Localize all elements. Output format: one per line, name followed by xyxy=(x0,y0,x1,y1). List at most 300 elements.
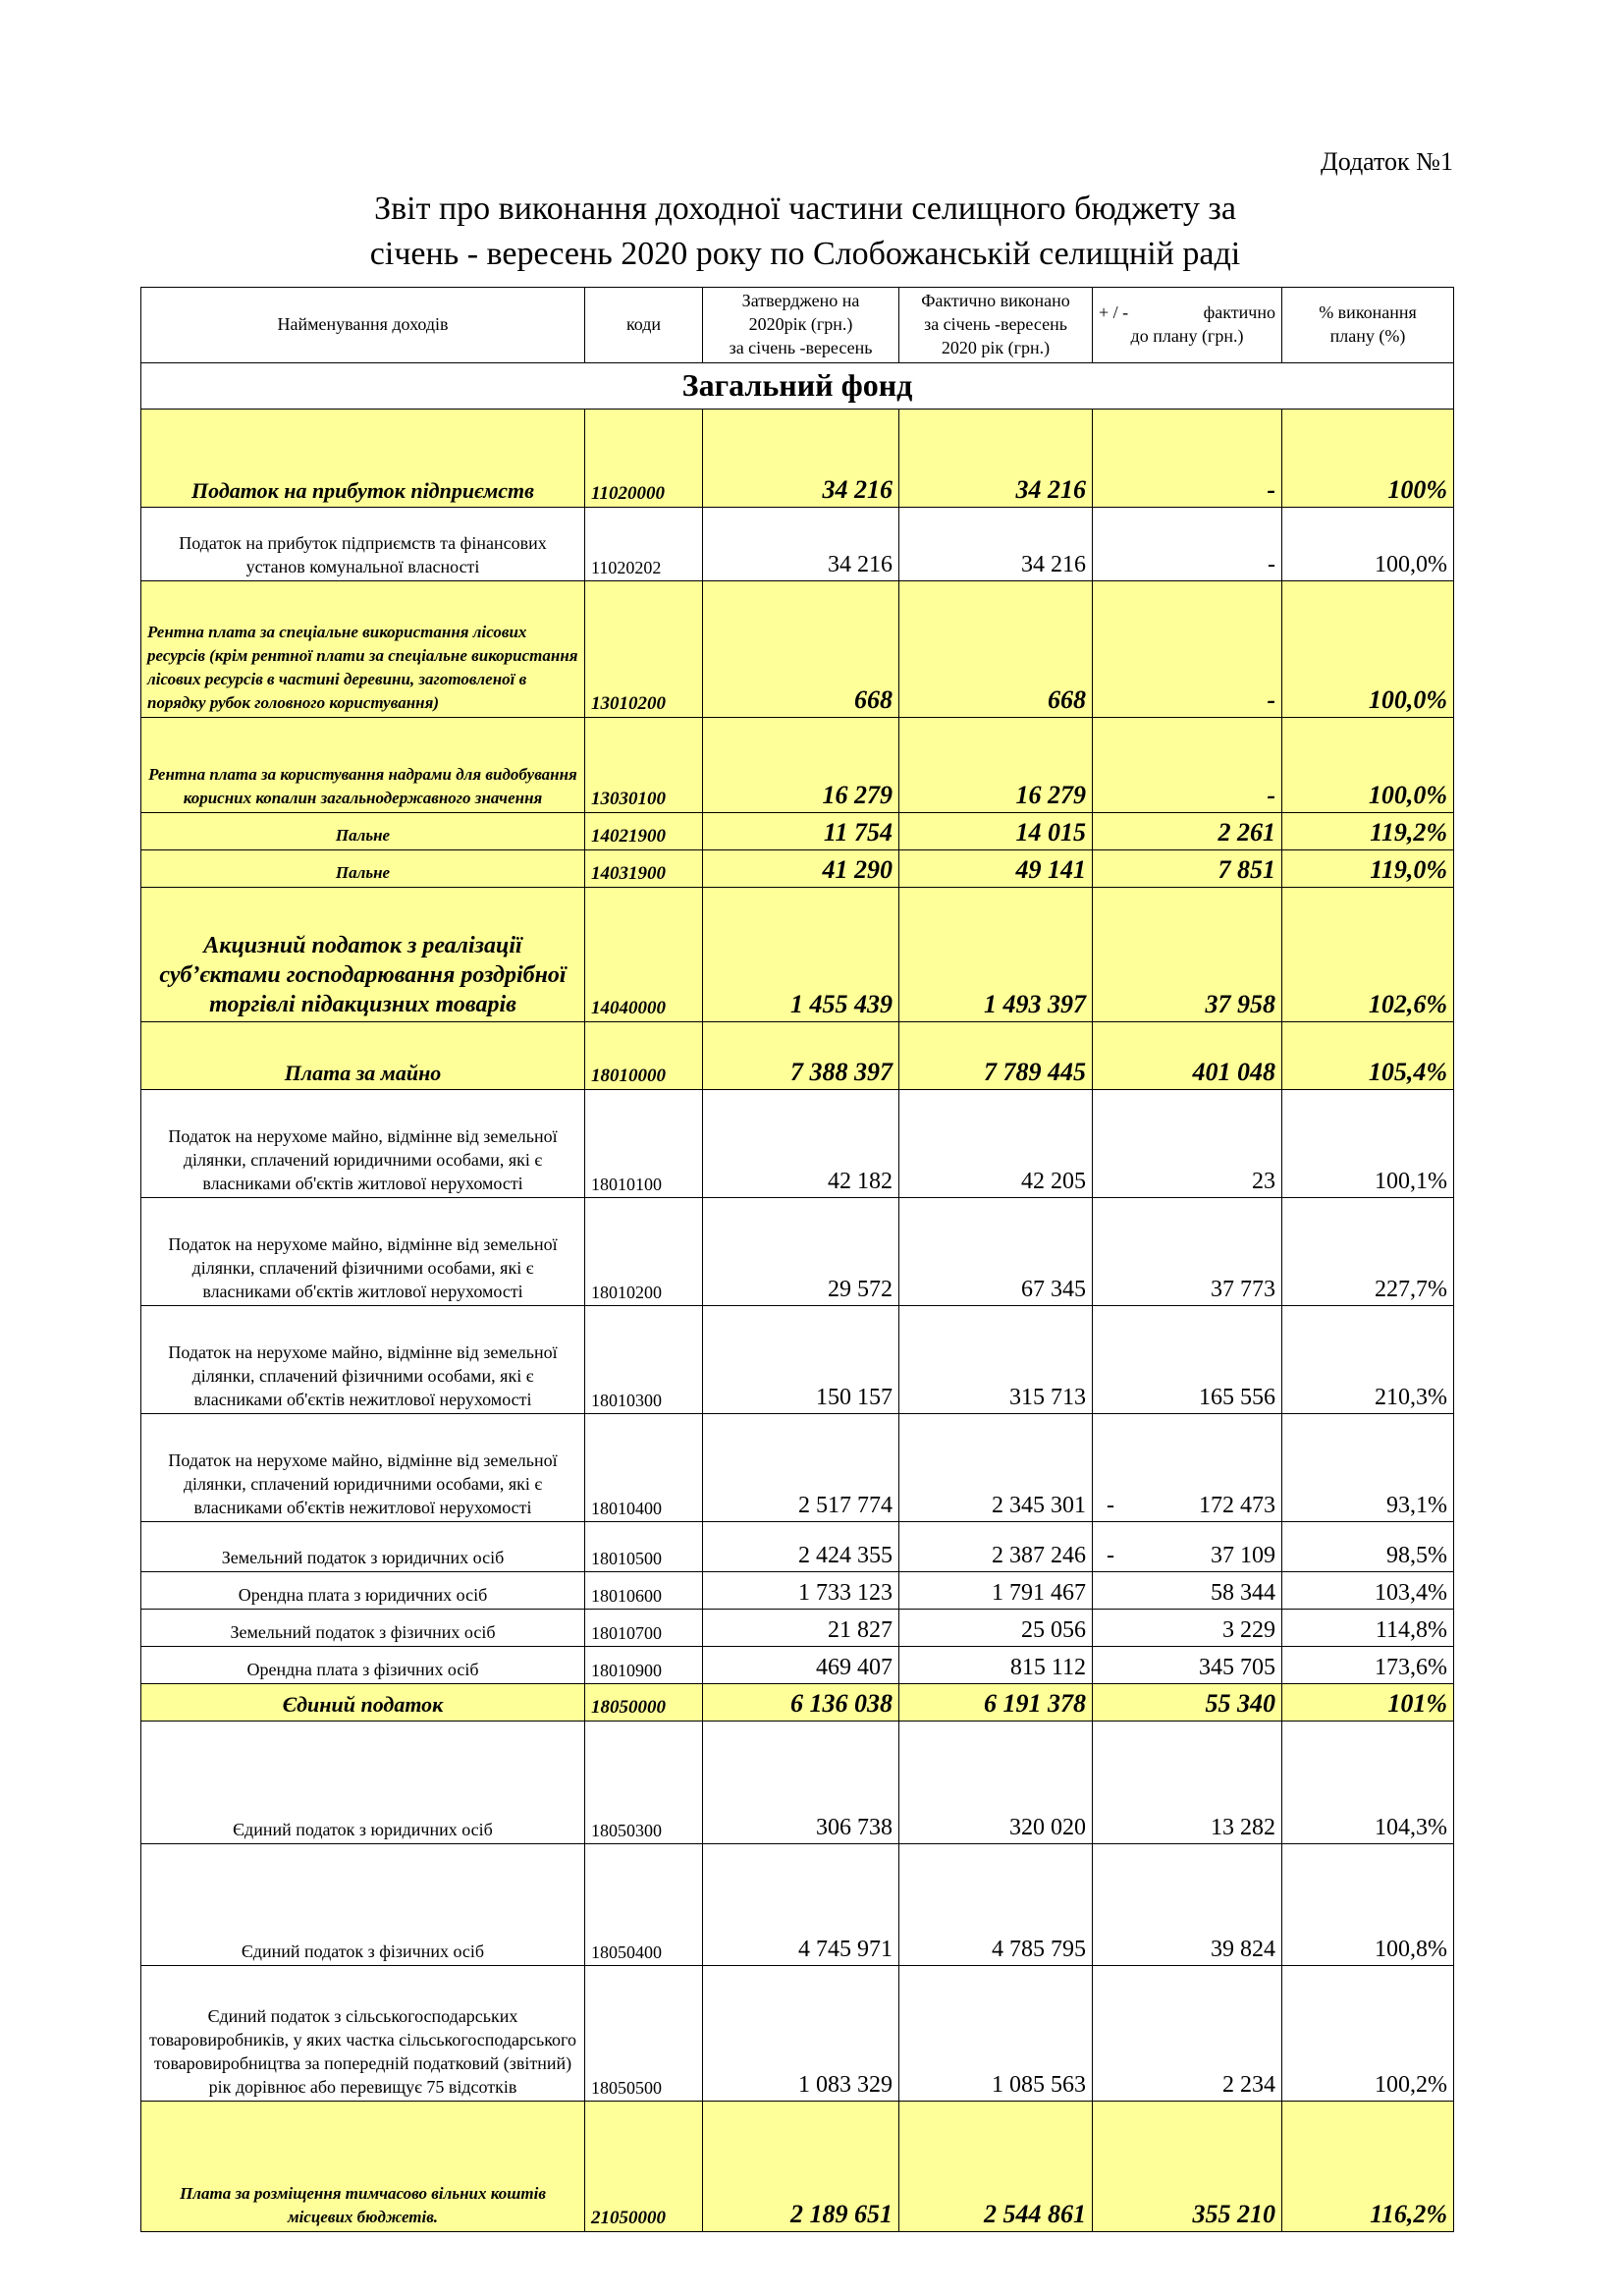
row-fact xyxy=(899,1022,1093,1090)
header-plan-line-1: Затверджено на xyxy=(741,291,860,310)
row-diff xyxy=(1093,1966,1282,2102)
row-name-value: Орендна плата з юридичних осіб xyxy=(238,1585,488,1605)
row-diff xyxy=(1093,1610,1282,1647)
row-plan-value: 4 745 971 xyxy=(798,1937,893,1962)
row-fact xyxy=(899,1722,1093,1844)
row-plan xyxy=(703,1966,899,2102)
row-fact-value: 1 493 397 xyxy=(984,990,1086,1018)
row-fact-value: 2 544 861 xyxy=(984,2200,1086,2228)
header-diff-word: фактично xyxy=(1203,302,1275,322)
row-fact-value: 67 345 xyxy=(1021,1277,1086,1302)
row-name-value: Податок на прибуток підприємств та фінансових установ комунальної власності xyxy=(179,533,547,576)
row-name-value: Єдиний податок xyxy=(282,1692,444,1717)
row-fact-value: 4 785 795 xyxy=(992,1937,1086,1962)
header-pct-line-2: плану (%) xyxy=(1329,326,1406,346)
row-diff-value: 58 344 xyxy=(1211,1580,1275,1606)
row-plan xyxy=(703,1198,899,1306)
row-name-value: Плата за майно xyxy=(284,1061,442,1085)
row-fact xyxy=(899,1306,1093,1414)
row-fact xyxy=(899,410,1093,508)
row-pct-value: 100,8% xyxy=(1375,1937,1447,1962)
row-fact xyxy=(899,813,1093,850)
table-row xyxy=(141,1022,1454,1090)
row-name xyxy=(141,1572,585,1610)
row-diff-sign: - xyxy=(1107,1493,1114,1518)
row-pct-value: 173,6% xyxy=(1375,1655,1447,1680)
row-pct-value: 100% xyxy=(1387,475,1447,504)
row-code xyxy=(585,1844,703,1966)
row-code xyxy=(585,1198,703,1306)
table-header-row xyxy=(141,288,1454,363)
row-name xyxy=(141,1684,585,1722)
table-row xyxy=(141,1722,1454,1844)
row-code xyxy=(585,1090,703,1198)
row-plan-value: 306 738 xyxy=(816,1815,893,1840)
row-code-value: 18010500 xyxy=(591,1549,662,1568)
row-pct-value: 102,6% xyxy=(1368,990,1447,1018)
row-diff xyxy=(1093,718,1282,813)
table-row xyxy=(141,1572,1454,1610)
row-fact xyxy=(899,1198,1093,1306)
row-diff-value: 13 282 xyxy=(1211,1815,1275,1840)
row-diff xyxy=(1093,813,1282,850)
row-name-value: Податок на нерухоме майно, відмінне від земельної ділянки, сплачений юридичними особами, які є власниками об'єктів нежитлової нерухомості xyxy=(168,1450,558,1517)
row-plan xyxy=(703,1647,899,1684)
row-diff xyxy=(1093,1090,1282,1198)
row-pct xyxy=(1282,1198,1454,1306)
row-pct-value: 116,2% xyxy=(1370,2200,1447,2228)
row-fact-value: 42 205 xyxy=(1021,1169,1086,1194)
table-row xyxy=(141,1684,1454,1722)
row-code-value: 18050500 xyxy=(591,2078,662,2098)
row-pct xyxy=(1282,1022,1454,1090)
row-pct xyxy=(1282,581,1454,718)
row-pct-value: 98,5% xyxy=(1386,1543,1447,1568)
header-plan xyxy=(703,288,899,363)
header-fact-line-3: 2020 рік (грн.) xyxy=(941,338,1051,357)
row-diff xyxy=(1093,1522,1282,1572)
row-name xyxy=(141,813,585,850)
row-plan-value: 150 157 xyxy=(816,1385,893,1410)
row-code-value: 18010100 xyxy=(591,1175,662,1194)
report-title-line-2: січень - вересень 2020 року по Слобожанській селищній раді xyxy=(369,236,1241,272)
revenue-table xyxy=(140,287,1454,2232)
row-name xyxy=(141,410,585,508)
table-row xyxy=(141,888,1454,1022)
header-pct-line-1: % виконання xyxy=(1319,302,1417,322)
row-fact xyxy=(899,1966,1093,2102)
header-plan-line-3: за січень -вересень xyxy=(729,338,873,357)
row-name-value: Земельний податок з фізичних осіб xyxy=(230,1622,496,1642)
row-pct xyxy=(1282,2102,1454,2232)
row-fact xyxy=(899,1090,1093,1198)
header-diff xyxy=(1093,288,1282,363)
row-code xyxy=(585,718,703,813)
row-name xyxy=(141,1844,585,1966)
row-name xyxy=(141,1647,585,1684)
row-name-value: Пальне xyxy=(335,826,391,845)
fund-title: Загальний фонд xyxy=(141,363,1454,410)
row-name xyxy=(141,850,585,888)
row-fact-value: 14 015 xyxy=(1015,818,1086,847)
row-fact-value: 34 216 xyxy=(1021,552,1086,577)
row-pct-value: 103,4% xyxy=(1375,1580,1447,1606)
row-fact xyxy=(899,508,1093,581)
row-diff-value: 37 958 xyxy=(1205,990,1275,1018)
row-plan xyxy=(703,888,899,1022)
row-fact-value: 1 085 563 xyxy=(992,2072,1086,2098)
header-diff-sign: + / - xyxy=(1099,302,1129,322)
row-pct xyxy=(1282,1647,1454,1684)
row-fact xyxy=(899,718,1093,813)
row-diff xyxy=(1093,1844,1282,1966)
row-diff xyxy=(1093,1198,1282,1306)
row-name xyxy=(141,1306,585,1414)
row-name-value: Пальне xyxy=(335,863,391,882)
row-pct-value: 100,0% xyxy=(1368,685,1447,714)
row-plan-value: 1 733 123 xyxy=(798,1580,893,1606)
row-name xyxy=(141,1022,585,1090)
row-pct xyxy=(1282,508,1454,581)
row-plan-value: 16 279 xyxy=(822,781,893,809)
row-fact xyxy=(899,1684,1093,1722)
row-diff-value: 37 109 xyxy=(1211,1543,1275,1568)
row-code-value: 11020000 xyxy=(591,483,665,504)
row-code xyxy=(585,581,703,718)
row-plan-value: 42 182 xyxy=(828,1169,893,1194)
row-code-value: 18050000 xyxy=(591,1697,666,1718)
row-code-value: 14031900 xyxy=(591,863,666,884)
table-row xyxy=(141,2102,1454,2232)
row-name-value: Податок на нерухоме майно, відмінне від земельної ділянки, сплачений фізичними особами, які є власниками об'єктів нежитлової нерухомості xyxy=(168,1342,558,1409)
row-plan xyxy=(703,581,899,718)
row-name xyxy=(141,1090,585,1198)
row-code-value: 18050300 xyxy=(591,1821,662,1840)
row-plan-value: 668 xyxy=(854,685,893,714)
row-plan xyxy=(703,508,899,581)
row-code xyxy=(585,813,703,850)
row-fact xyxy=(899,850,1093,888)
row-diff xyxy=(1093,410,1282,508)
row-diff xyxy=(1093,2102,1282,2232)
row-plan xyxy=(703,1022,899,1090)
row-pct-value: 227,7% xyxy=(1375,1277,1447,1302)
row-code xyxy=(585,1722,703,1844)
row-pct xyxy=(1282,1610,1454,1647)
header-name: Найменування доходів xyxy=(141,288,585,363)
row-fact-value: 315 713 xyxy=(1009,1385,1086,1410)
table-row xyxy=(141,1647,1454,1684)
row-name xyxy=(141,1610,585,1647)
row-pct xyxy=(1282,1684,1454,1722)
row-code xyxy=(585,1414,703,1522)
row-plan xyxy=(703,850,899,888)
row-fact xyxy=(899,1610,1093,1647)
row-pct-value: 93,1% xyxy=(1386,1493,1447,1518)
row-code xyxy=(585,1306,703,1414)
row-code-value: 14040000 xyxy=(591,998,666,1018)
row-code-value: 18010300 xyxy=(591,1391,662,1410)
row-pct-value: 114,8% xyxy=(1375,1617,1447,1643)
row-pct-value: 100,1% xyxy=(1375,1169,1447,1194)
row-code-value: 18010700 xyxy=(591,1623,662,1643)
table-row xyxy=(141,1966,1454,2102)
row-code xyxy=(585,508,703,581)
row-name-value: Плата за розміщення тимчасово вільних коштів місцевих бюджетів. xyxy=(180,2184,546,2226)
row-plan-value: 41 290 xyxy=(822,855,893,884)
row-plan-value: 2 424 355 xyxy=(798,1543,893,1568)
row-diff-value: 2 234 xyxy=(1222,2072,1275,2098)
row-pct xyxy=(1282,1572,1454,1610)
row-name-value: Рентна плата за спеціальне використання лісових ресурсів (крім рентної плати за спеціальне використання лісових ресурсів в частині деревини, заготовленої в порядку рубок головного користування) xyxy=(147,623,578,712)
row-name-value: Єдиний податок з юридичних осіб xyxy=(233,1820,493,1839)
row-diff-value: - xyxy=(1267,475,1275,504)
table-row xyxy=(141,410,1454,508)
row-diff-value: 401 048 xyxy=(1192,1058,1275,1086)
row-pct-value: 100,0% xyxy=(1368,781,1447,809)
annex-label: Додаток №1 xyxy=(1320,147,1453,176)
row-pct xyxy=(1282,1722,1454,1844)
row-diff-value: 3 229 xyxy=(1222,1617,1275,1643)
row-diff-value: 172 473 xyxy=(1199,1493,1275,1518)
row-plan-value: 6 136 038 xyxy=(790,1689,893,1718)
row-name-value: Орендна плата з фізичних осіб xyxy=(246,1660,479,1679)
row-plan-value: 11 754 xyxy=(823,818,893,847)
row-fact-value: 2 345 301 xyxy=(992,1493,1086,1518)
row-pct-value: 119,2% xyxy=(1370,818,1447,847)
row-fact xyxy=(899,888,1093,1022)
row-pct xyxy=(1282,1414,1454,1522)
header-pct xyxy=(1282,288,1454,363)
row-code-value: 21050000 xyxy=(591,2208,666,2228)
row-pct-value: 101% xyxy=(1387,1689,1447,1718)
row-code xyxy=(585,850,703,888)
row-pct xyxy=(1282,850,1454,888)
report-title xyxy=(196,187,1414,277)
row-pct-value: 210,3% xyxy=(1375,1385,1447,1410)
row-code-value: 18010200 xyxy=(591,1283,662,1302)
row-diff xyxy=(1093,1414,1282,1522)
row-pct xyxy=(1282,888,1454,1022)
row-code-value: 18010400 xyxy=(591,1499,662,1518)
header-code: коди xyxy=(585,288,703,363)
row-fact-value: 34 216 xyxy=(1015,475,1086,504)
row-plan-value: 2 517 774 xyxy=(798,1493,893,1518)
table-row xyxy=(141,850,1454,888)
header-fact-line-2: за січень -вересень xyxy=(924,314,1067,334)
row-pct xyxy=(1282,410,1454,508)
row-diff-value: 23 xyxy=(1252,1169,1275,1194)
row-fact-value: 16 279 xyxy=(1015,781,1086,809)
row-name-value: Єдиний податок з сільськогосподарських товаровиробників, у яких частка сільськогосподарського товаровиробництва за попередній податковий (звітний) рік дорівнює або перевищує 75 відсотків xyxy=(148,2006,576,2097)
row-pct xyxy=(1282,718,1454,813)
row-fact xyxy=(899,1522,1093,1572)
row-plan-value: 469 407 xyxy=(816,1655,893,1680)
row-name xyxy=(141,888,585,1022)
row-fact-value: 49 141 xyxy=(1015,855,1086,884)
row-name-value: Акцизний податок з реалізації суб’єктами господарювання роздрібної торгівлі підакцизних товарів xyxy=(159,933,567,1017)
row-pct-value: 104,3% xyxy=(1375,1815,1447,1840)
row-diff-value: 55 340 xyxy=(1205,1689,1275,1718)
row-fact-value: 25 056 xyxy=(1021,1617,1086,1643)
row-code xyxy=(585,2102,703,2232)
row-diff xyxy=(1093,1572,1282,1610)
row-diff-value: 355 210 xyxy=(1192,2200,1275,2228)
row-plan xyxy=(703,1844,899,1966)
header-diff-line-2: до плану (грн.) xyxy=(1130,326,1244,346)
row-code-value: 18050400 xyxy=(591,1942,662,1962)
row-diff-value: 39 824 xyxy=(1211,1937,1275,1962)
row-diff-value: - xyxy=(1268,552,1275,577)
row-code xyxy=(585,1022,703,1090)
row-fact xyxy=(899,1647,1093,1684)
row-name-value: Податок на нерухоме майно, відмінне від земельної ділянки, сплачений юридичними особами, які є власниками об'єктів житлової нерухомості xyxy=(168,1126,558,1193)
row-name xyxy=(141,2102,585,2232)
row-pct xyxy=(1282,813,1454,850)
row-code-value: 18010900 xyxy=(591,1661,662,1680)
table-row xyxy=(141,718,1454,813)
row-name xyxy=(141,1414,585,1522)
row-code-value: 11020202 xyxy=(591,558,662,577)
table-row xyxy=(141,1610,1454,1647)
row-code xyxy=(585,1572,703,1610)
row-plan-value: 29 572 xyxy=(828,1277,893,1302)
row-diff xyxy=(1093,1647,1282,1684)
table-row xyxy=(141,508,1454,581)
row-plan xyxy=(703,1306,899,1414)
row-pct xyxy=(1282,1966,1454,2102)
row-diff-value: - xyxy=(1267,685,1275,714)
row-fact xyxy=(899,1844,1093,1966)
header-plan-line-2: 2020рік (грн.) xyxy=(748,314,853,334)
row-plan xyxy=(703,813,899,850)
row-fact-value: 668 xyxy=(1048,685,1086,714)
row-plan xyxy=(703,1572,899,1610)
row-name-value: Податок на прибуток підприємств xyxy=(191,478,534,503)
table-row xyxy=(141,1522,1454,1572)
row-fact-value: 7 789 445 xyxy=(984,1058,1086,1086)
row-plan xyxy=(703,410,899,508)
row-plan xyxy=(703,1522,899,1572)
row-code-value: 18010000 xyxy=(591,1066,666,1086)
row-fact xyxy=(899,1414,1093,1522)
row-plan-value: 21 827 xyxy=(828,1617,893,1643)
row-pct xyxy=(1282,1306,1454,1414)
row-plan xyxy=(703,1722,899,1844)
row-code xyxy=(585,410,703,508)
row-code-value: 13010200 xyxy=(591,693,666,714)
row-pct xyxy=(1282,1090,1454,1198)
row-diff-value: 2 261 xyxy=(1218,818,1275,847)
table-row xyxy=(141,813,1454,850)
row-diff xyxy=(1093,850,1282,888)
row-diff xyxy=(1093,508,1282,581)
row-code xyxy=(585,888,703,1022)
row-pct xyxy=(1282,1844,1454,1966)
row-pct xyxy=(1282,1522,1454,1572)
row-diff-value: - xyxy=(1267,781,1275,809)
row-fact-value: 6 191 378 xyxy=(984,1689,1086,1718)
row-name-value: Податок на нерухоме майно, відмінне від земельної ділянки, сплачений фізичними особами, які є власниками об'єктів житлової нерухомості xyxy=(168,1234,558,1301)
row-plan-value: 34 216 xyxy=(822,475,893,504)
table-row xyxy=(141,1414,1454,1522)
row-plan xyxy=(703,718,899,813)
row-fact-value: 815 112 xyxy=(1009,1655,1086,1680)
row-fact-value: 1 791 467 xyxy=(992,1580,1086,1606)
row-plan xyxy=(703,1684,899,1722)
row-diff xyxy=(1093,1022,1282,1090)
row-code-value: 14021900 xyxy=(591,826,666,847)
row-name xyxy=(141,581,585,718)
row-plan xyxy=(703,1090,899,1198)
row-diff xyxy=(1093,1684,1282,1722)
row-pct-value: 119,0% xyxy=(1370,855,1447,884)
row-plan xyxy=(703,2102,899,2232)
row-code xyxy=(585,1610,703,1647)
row-diff xyxy=(1093,888,1282,1022)
row-pct-value: 100,2% xyxy=(1375,2072,1447,2098)
row-name xyxy=(141,1722,585,1844)
header-fact xyxy=(899,288,1093,363)
row-plan-value: 1 083 329 xyxy=(798,2072,893,2098)
row-code xyxy=(585,1522,703,1572)
row-diff-value: 165 556 xyxy=(1199,1385,1275,1410)
row-fact-value: 320 020 xyxy=(1009,1815,1086,1840)
row-code xyxy=(585,1966,703,2102)
table-row xyxy=(141,581,1454,718)
table-row xyxy=(141,1090,1454,1198)
row-fact xyxy=(899,581,1093,718)
row-plan-value: 1 455 439 xyxy=(790,990,893,1018)
row-diff-value: 7 851 xyxy=(1218,855,1275,884)
row-name-value: Земельний податок з юридичних осіб xyxy=(221,1548,505,1567)
row-code-value: 18010600 xyxy=(591,1586,662,1606)
row-name xyxy=(141,1522,585,1572)
row-code xyxy=(585,1647,703,1684)
row-name xyxy=(141,1966,585,2102)
row-diff xyxy=(1093,1722,1282,1844)
report-title-line-1: Звіт про виконання доходної частини селищного бюджету за xyxy=(374,191,1236,227)
table-row xyxy=(141,1306,1454,1414)
row-name-value: Єдиний податок з фізичних осіб xyxy=(241,1941,485,1961)
row-plan-value: 34 216 xyxy=(828,552,893,577)
row-plan-value: 2 189 651 xyxy=(790,2200,893,2228)
row-fact xyxy=(899,2102,1093,2232)
row-fact xyxy=(899,1572,1093,1610)
row-code xyxy=(585,1684,703,1722)
row-name xyxy=(141,718,585,813)
row-diff xyxy=(1093,1306,1282,1414)
row-pct-value: 100,0% xyxy=(1375,552,1447,577)
row-diff xyxy=(1093,581,1282,718)
row-name xyxy=(141,508,585,581)
row-diff-value: 345 705 xyxy=(1199,1655,1275,1680)
row-plan xyxy=(703,1610,899,1647)
row-diff-value: 37 773 xyxy=(1211,1277,1275,1302)
header-fact-line-1: Фактично виконано xyxy=(921,291,1070,310)
row-pct-value: 105,4% xyxy=(1368,1058,1447,1086)
row-fact-value: 2 387 246 xyxy=(992,1543,1086,1568)
row-diff-sign: - xyxy=(1107,1543,1114,1568)
table-row xyxy=(141,1198,1454,1306)
row-name-value: Рентна плата за користування надрами для видобування корисних копалин загальнодержавного значення xyxy=(148,765,577,807)
row-plan-value: 7 388 397 xyxy=(790,1058,893,1086)
table-row xyxy=(141,1844,1454,1966)
row-plan xyxy=(703,1414,899,1522)
row-name xyxy=(141,1198,585,1306)
row-code-value: 13030100 xyxy=(591,789,666,809)
fund-row xyxy=(141,363,1454,410)
